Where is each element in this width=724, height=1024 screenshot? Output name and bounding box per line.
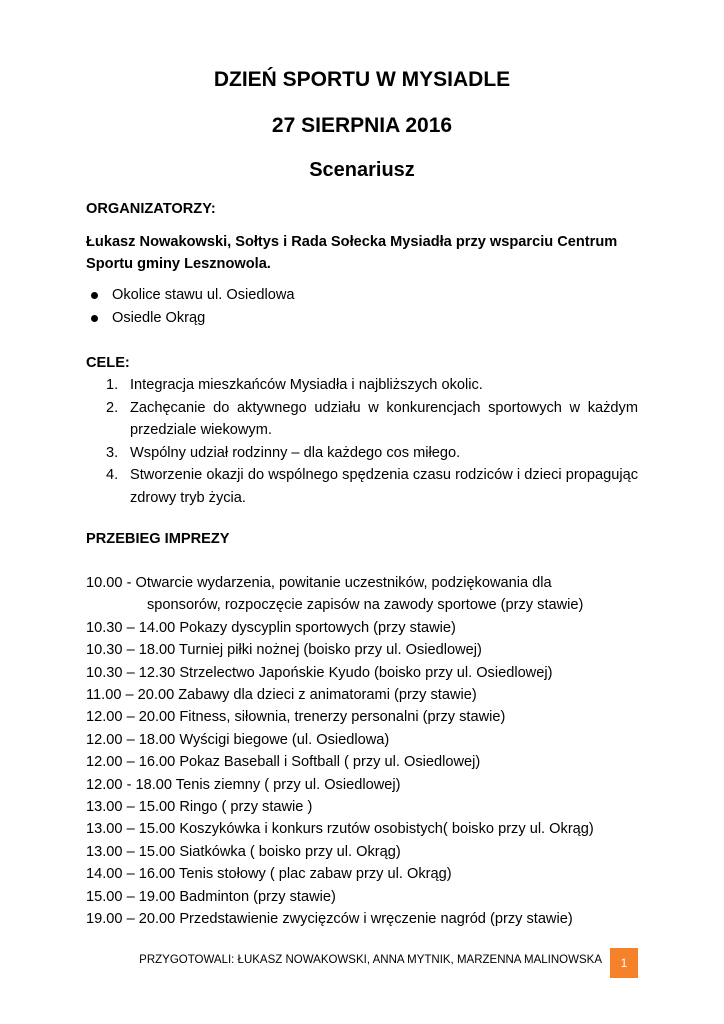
goal-number: 4. — [106, 467, 119, 483]
schedule-row: 10.30 – 12.30 Strzelectwo Japońskie Kyudo (boisko przy ul. Osiedlowej) — [86, 664, 553, 681]
schedule-row: 12.00 – 20.00 Fitness, siłownia, trenerzy personalni (przy stawie) — [86, 709, 506, 726]
schedule-label: PRZEBIEG IMPREZY — [86, 531, 230, 547]
bullet-icon — [91, 292, 98, 299]
list-item — [86, 374, 638, 397]
schedule-row: 19.00 – 20.00 Przedstawienie zwycięzców i wręczenie nagród (przy stawie) — [86, 911, 573, 928]
location-text: Okolice stawu ul. Osiedlowa — [112, 287, 295, 303]
goal-text: Wspólny udział rodzinny – dla każdego cos miłego. — [130, 444, 461, 461]
list-item — [86, 442, 638, 465]
schedule-row: 12.00 – 16.00 Pokaz Baseball i Softball ( przy ul. Osiedlowej) — [86, 754, 481, 771]
document-title: DZIEŃ SPORTU W MYSIADLE — [213, 68, 511, 91]
schedule-row — [86, 572, 638, 617]
location-text: Osiedle Okrąg — [112, 310, 206, 326]
schedule-row: 12.00 - 18.00 Tenis ziemny ( przy ul. Osiedlowej) — [86, 776, 401, 793]
schedule-list — [86, 572, 638, 931]
list-item — [86, 397, 638, 442]
locations-list — [86, 284, 295, 330]
schedule-row: 14.00 – 16.00 Tenis stołowy ( plac zabaw przy ul. Okrąg) — [86, 866, 452, 883]
list-item — [86, 307, 295, 330]
goals-list — [86, 374, 638, 509]
event-date: 27 SIERPNIA 2016 — [271, 114, 453, 137]
goal-text: Integracja mieszkańców Mysiadła i najbliższych okolic. — [130, 377, 483, 393]
bullet-icon — [91, 315, 98, 322]
schedule-row: 11.00 – 20.00 Zabawy dla dzieci z animatorami (przy stawie) — [86, 687, 477, 704]
list-item — [86, 284, 295, 307]
goal-number: 3. — [106, 444, 119, 461]
organizers-text — [86, 231, 638, 275]
schedule-row: 13.00 – 15.00 Siatkówka ( boisko przy ul. Okrąg) — [86, 843, 401, 860]
schedule-row: 10.30 – 14.00 Pokazy dyscyplin sportowych (przy stawie) — [86, 619, 456, 636]
organizers-text-line1: Łukasz Nowakowski, Sołtys i Rada Sołecka Mysiadła przy wsparciu Centrum — [86, 234, 618, 250]
goal-number: 2. — [106, 399, 119, 416]
document-subtitle: Scenariusz — [309, 159, 415, 181]
page-footer — [86, 948, 638, 978]
schedule-row: 13.00 – 15.00 Ringo ( przy stawie ) — [86, 799, 313, 816]
schedule-first-continuation: sponsorów, rozpoczęcie zapisów na zawody sportowe (przy stawie) — [147, 597, 584, 614]
goals-label: CELE: — [86, 355, 130, 371]
goal-number: 1. — [106, 377, 119, 393]
goal-text: Zachęcanie do aktywnego udziału w konkurencjach sportowych w każdym przedziale wiekowym. — [130, 399, 638, 438]
page-number-badge: 1 — [610, 948, 638, 978]
organizers-label: ORGANIZATORZY: — [86, 201, 216, 217]
footer-authors: PRZYGOTOWALI: ŁUKASZ NOWAKOWSKI, ANNA MYTNIK, MARZENNA MALINOWSKA — [139, 954, 602, 966]
organizers-text-line2: Sportu gminy Lesznowola. — [86, 256, 271, 272]
schedule-row: 15.00 – 19.00 Badminton (przy stawie) — [86, 888, 336, 905]
goal-text: Stworzenie okazji do wspólnego spędzenia czasu rodziców i dzieci propagując zdrowy tryb życia. — [130, 467, 638, 506]
schedule-row: 10.30 – 18.00 Turniej piłki nożnej (boisko przy ul. Osiedlowej) — [86, 642, 482, 659]
schedule-row: 13.00 – 15.00 Koszykówka i konkurs rzutów osobistych( boisko przy ul. Okrąg) — [86, 821, 594, 838]
schedule-first-line: 10.00 - Otwarcie wydarzenia, powitanie uczestników, podziękowania dla — [86, 575, 552, 591]
schedule-row: 12.00 – 18.00 Wyścigi biegowe (ul. Osiedlowa) — [86, 731, 390, 748]
list-item — [86, 464, 638, 509]
